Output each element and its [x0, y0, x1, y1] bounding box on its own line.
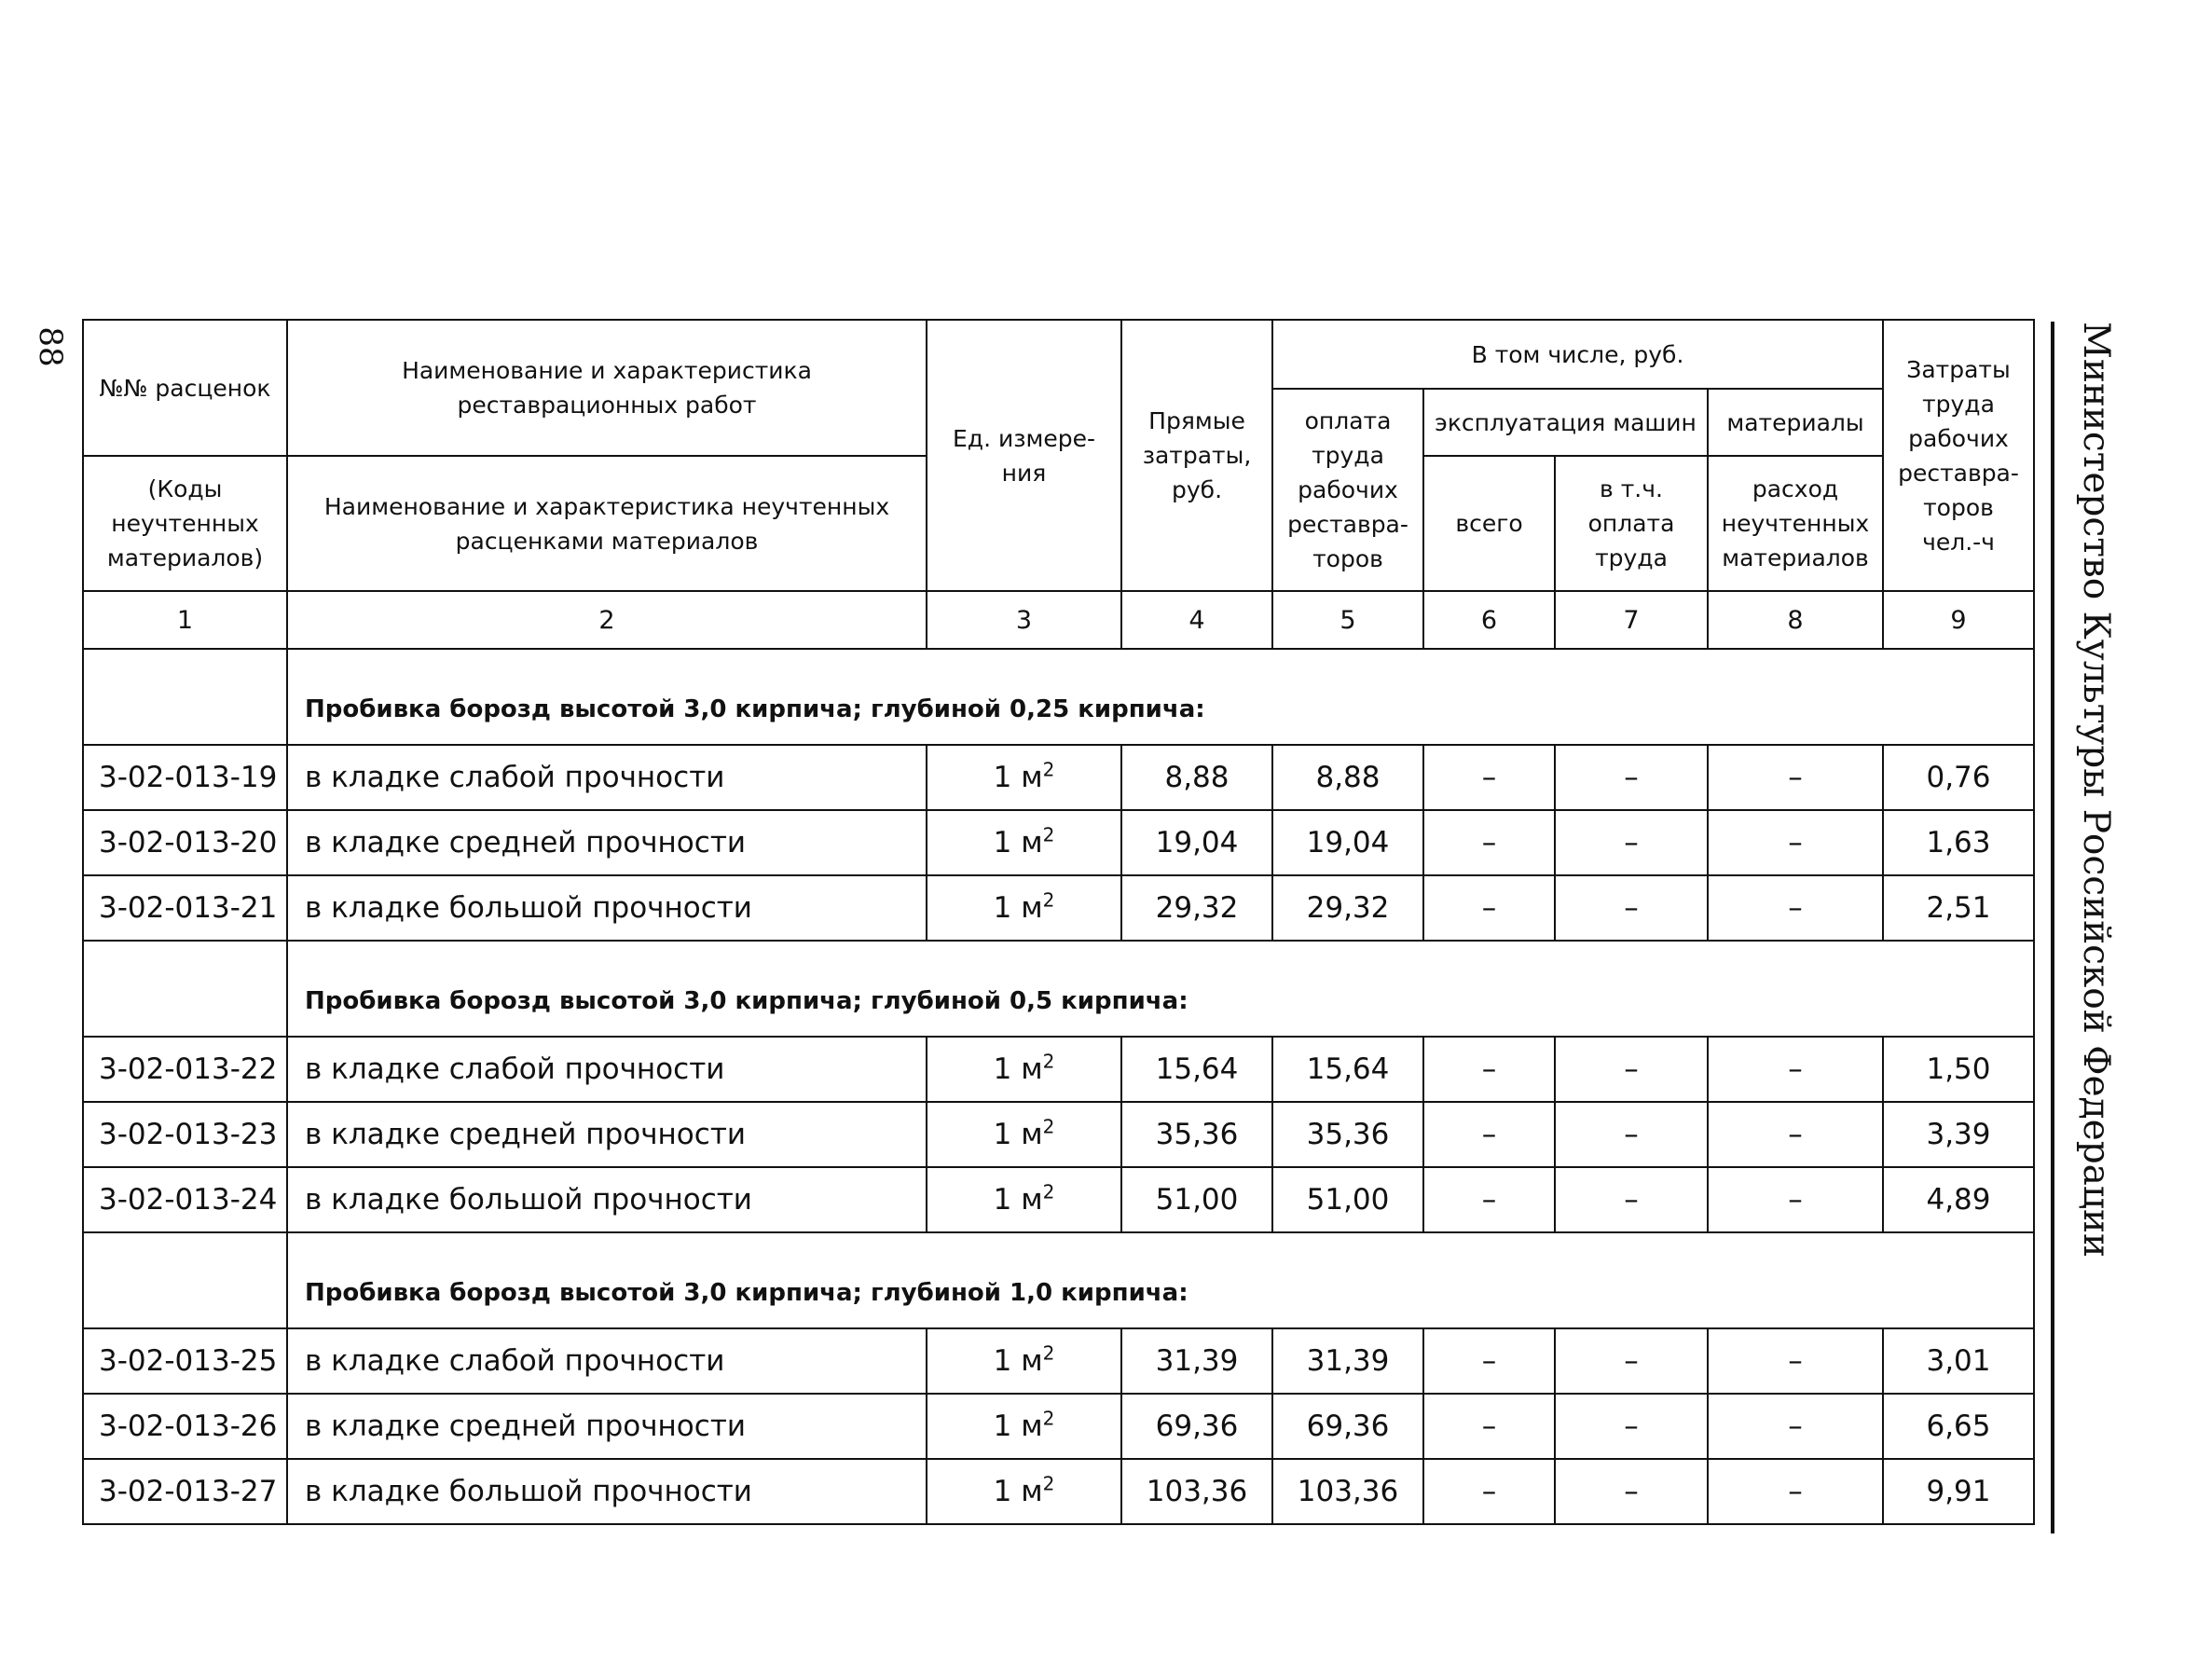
- labor-hours: 4,89: [1883, 1167, 2034, 1232]
- section-row: [83, 649, 2034, 745]
- unit-text: 1 м: [993, 1183, 1043, 1217]
- machines-wages: –: [1555, 810, 1708, 875]
- rate-code: 3-02-013-25: [83, 1328, 287, 1394]
- section-title: Пробивка борозд высотой 3,0 кирпича; глубиной 0,25 кирпича:: [287, 649, 2034, 745]
- labor-hours: 9,91: [1883, 1459, 2034, 1524]
- unit: [927, 1167, 1121, 1232]
- machines-total: –: [1423, 875, 1555, 941]
- section-title: Пробивка борозд высотой 3,0 кирпича; глубиной 0,5 кирпича:: [287, 941, 2034, 1037]
- unit-exponent: 2: [1042, 823, 1055, 846]
- work-name: в кладке большой прочности: [287, 1167, 927, 1232]
- unit-exponent: 2: [1042, 1341, 1055, 1365]
- header-unaccounted-materials: расход неучтенных материалов: [1708, 456, 1883, 591]
- table-row: [83, 1328, 2034, 1394]
- rate-code: 3-02-013-19: [83, 745, 287, 810]
- direct-costs: 51,00: [1121, 1167, 1272, 1232]
- machines-total: –: [1423, 1459, 1555, 1524]
- wages: 35,36: [1272, 1102, 1423, 1167]
- section-title: Пробивка борозд высотой 3,0 кирпича; глубиной 1,0 кирпича:: [287, 1232, 2034, 1328]
- table-row: [83, 1394, 2034, 1459]
- section-code-cell: [83, 1232, 287, 1328]
- section-code-cell: [83, 649, 287, 745]
- table-header: [83, 320, 2034, 649]
- machines-wages: –: [1555, 875, 1708, 941]
- labor-hours: 2,51: [1883, 875, 2034, 941]
- direct-costs: 35,36: [1121, 1102, 1272, 1167]
- column-number: 7: [1555, 591, 1708, 649]
- unit-exponent: 2: [1042, 1472, 1055, 1495]
- rate-code: 3-02-013-27: [83, 1459, 287, 1524]
- labor-hours: 1,50: [1883, 1037, 2034, 1102]
- page-number: 88: [32, 326, 69, 367]
- materials-consumption: –: [1708, 1037, 1883, 1102]
- wages: 19,04: [1272, 810, 1423, 875]
- labor-hours: 6,65: [1883, 1394, 2034, 1459]
- unit-text: 1 м: [993, 761, 1043, 794]
- table-row: [83, 1102, 2034, 1167]
- column-number: 2: [287, 591, 927, 649]
- wages: 103,36: [1272, 1459, 1423, 1524]
- header-material-codes: (Коды неучтенных материалов): [83, 456, 287, 591]
- table-row: [83, 745, 2034, 810]
- header-wages: оплата труда рабочих реставра-торов: [1272, 389, 1423, 591]
- margin-rule: [2051, 322, 2054, 1533]
- header-labor-costs: Затраты труда рабочих реставра-торов чел.-ч: [1883, 320, 2034, 591]
- work-name: в кладке большой прочности: [287, 1459, 927, 1524]
- unit-text: 1 м: [993, 891, 1043, 925]
- direct-costs: 15,64: [1121, 1037, 1272, 1102]
- unit-exponent: 2: [1042, 888, 1055, 912]
- header-rate-numbers: №№ расценок: [83, 320, 287, 456]
- work-name: в кладке большой прочности: [287, 875, 927, 941]
- header-including-group: В том числе, руб.: [1272, 320, 1883, 389]
- header-materials-group: материалы: [1708, 389, 1883, 456]
- machines-total: –: [1423, 1328, 1555, 1394]
- materials-consumption: –: [1708, 1394, 1883, 1459]
- unit: [927, 1394, 1121, 1459]
- column-number: 1: [83, 591, 287, 649]
- unit: [927, 1328, 1121, 1394]
- direct-costs: 103,36: [1121, 1459, 1272, 1524]
- machines-wages: –: [1555, 1459, 1708, 1524]
- rate-code: 3-02-013-21: [83, 875, 287, 941]
- rates-table: [82, 319, 2035, 1525]
- wages: 69,36: [1272, 1394, 1423, 1459]
- header-unit: Ед. измере-ния: [927, 320, 1121, 591]
- machines-total: –: [1423, 1167, 1555, 1232]
- ministry-title: Министерство Культуры Российской Федерации: [2075, 322, 2117, 1258]
- column-number: 4: [1121, 591, 1272, 649]
- materials-consumption: –: [1708, 1459, 1883, 1524]
- unit-text: 1 м: [993, 1344, 1043, 1378]
- unit: [927, 810, 1121, 875]
- header-material-names: Наименование и характеристика неучтенных расценками материалов: [287, 456, 927, 591]
- work-name: в кладке слабой прочности: [287, 1037, 927, 1102]
- header-direct-costs: Прямые затраты, руб.: [1121, 320, 1272, 591]
- table-row: [83, 1037, 2034, 1102]
- unit: [927, 875, 1121, 941]
- direct-costs: 8,88: [1121, 745, 1272, 810]
- materials-consumption: –: [1708, 745, 1883, 810]
- wages: 8,88: [1272, 745, 1423, 810]
- unit-text: 1 м: [993, 826, 1043, 860]
- column-numbers-row: [83, 591, 2034, 649]
- work-name: в кладке средней прочности: [287, 1102, 927, 1167]
- machines-wages: –: [1555, 1394, 1708, 1459]
- header-machines-wages: в т.ч. оплата труда: [1555, 456, 1708, 591]
- work-name: в кладке слабой прочности: [287, 1328, 927, 1394]
- machines-total: –: [1423, 810, 1555, 875]
- unit-exponent: 2: [1042, 1050, 1055, 1073]
- materials-consumption: –: [1708, 1328, 1883, 1394]
- table-row: [83, 1167, 2034, 1232]
- machines-wages: –: [1555, 1167, 1708, 1232]
- materials-consumption: –: [1708, 1167, 1883, 1232]
- machines-total: –: [1423, 1102, 1555, 1167]
- materials-consumption: –: [1708, 1102, 1883, 1167]
- materials-consumption: –: [1708, 875, 1883, 941]
- rate-code: 3-02-013-26: [83, 1394, 287, 1459]
- section-row: [83, 941, 2034, 1037]
- unit: [927, 1459, 1121, 1524]
- rate-code: 3-02-013-22: [83, 1037, 287, 1102]
- direct-costs: 31,39: [1121, 1328, 1272, 1394]
- direct-costs: 29,32: [1121, 875, 1272, 941]
- unit: [927, 1037, 1121, 1102]
- machines-wages: –: [1555, 1102, 1708, 1167]
- machines-wages: –: [1555, 745, 1708, 810]
- unit: [927, 745, 1121, 810]
- unit-exponent: 2: [1042, 1180, 1055, 1203]
- column-number: 3: [927, 591, 1121, 649]
- wages: 29,32: [1272, 875, 1423, 941]
- unit-exponent: 2: [1042, 1115, 1055, 1138]
- table-body: [83, 649, 2034, 1524]
- unit-text: 1 м: [993, 1118, 1043, 1151]
- labor-hours: 1,63: [1883, 810, 2034, 875]
- section-row: [83, 1232, 2034, 1328]
- table-row: [83, 810, 2034, 875]
- machines-wages: –: [1555, 1328, 1708, 1394]
- unit-text: 1 м: [993, 1052, 1043, 1086]
- table-row: [83, 1459, 2034, 1524]
- unit: [927, 1102, 1121, 1167]
- machines-total: –: [1423, 745, 1555, 810]
- labor-hours: 3,01: [1883, 1328, 2034, 1394]
- column-number: 9: [1883, 591, 2034, 649]
- wages: 31,39: [1272, 1328, 1423, 1394]
- work-name: в кладке слабой прочности: [287, 745, 927, 810]
- unit-text: 1 м: [993, 1410, 1043, 1443]
- header-machines-total: всего: [1423, 456, 1555, 591]
- column-number: 6: [1423, 591, 1555, 649]
- column-number: 8: [1708, 591, 1883, 649]
- work-name: в кладке средней прочности: [287, 1394, 927, 1459]
- table-row: [83, 875, 2034, 941]
- unit-exponent: 2: [1042, 1407, 1055, 1430]
- column-number: 5: [1272, 591, 1423, 649]
- rate-code: 3-02-013-23: [83, 1102, 287, 1167]
- unit-exponent: 2: [1042, 758, 1055, 781]
- wages: 15,64: [1272, 1037, 1423, 1102]
- header-work-name: Наименование и характеристика реставрационных работ: [287, 320, 927, 456]
- rate-code: 3-02-013-24: [83, 1167, 287, 1232]
- rate-code: 3-02-013-20: [83, 810, 287, 875]
- machines-wages: –: [1555, 1037, 1708, 1102]
- unit-text: 1 м: [993, 1475, 1043, 1508]
- labor-hours: 0,76: [1883, 745, 2034, 810]
- labor-hours: 3,39: [1883, 1102, 2034, 1167]
- direct-costs: 69,36: [1121, 1394, 1272, 1459]
- direct-costs: 19,04: [1121, 810, 1272, 875]
- machines-total: –: [1423, 1037, 1555, 1102]
- header-machines-group: эксплуатация машин: [1423, 389, 1708, 456]
- wages: 51,00: [1272, 1167, 1423, 1232]
- work-name: в кладке средней прочности: [287, 810, 927, 875]
- materials-consumption: –: [1708, 810, 1883, 875]
- section-code-cell: [83, 941, 287, 1037]
- machines-total: –: [1423, 1394, 1555, 1459]
